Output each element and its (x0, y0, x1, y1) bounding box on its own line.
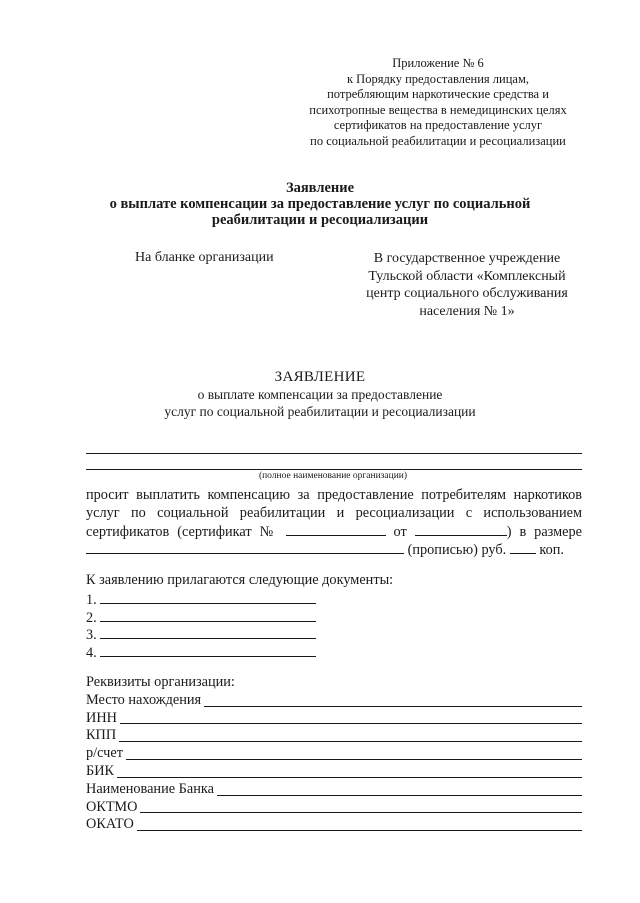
requisites-heading: Реквизиты организации: (86, 674, 235, 690)
requisite-row (86, 727, 582, 745)
attachment-number: 4. (86, 645, 97, 662)
attachment-number: 1. (86, 591, 97, 608)
attachment-number: 2. (86, 609, 97, 626)
appendix-line: по социальной реабилитации и ресоциализации (310, 133, 566, 148)
form-title-line: реабилитации и ресоциализации (211, 212, 429, 228)
requisite-label: КПП (86, 727, 117, 744)
requisite-row (86, 745, 582, 763)
addressee-line: центр социального обслуживания (366, 286, 568, 301)
request-text (86, 486, 582, 558)
requisite-row (86, 781, 582, 799)
appendix-line: психотропные вещества в немедицинских целях (309, 102, 567, 117)
request-text-part: коп. (539, 542, 564, 558)
attachment-input-line[interactable] (100, 608, 316, 622)
certificate-number-field[interactable] (286, 522, 386, 536)
request-text-part: сертификатов (сертификат № (86, 524, 278, 540)
application-heading-line: о выплате компенсации за предоставление (197, 387, 443, 402)
kopeck-field[interactable] (510, 540, 536, 554)
attachment-item (86, 625, 393, 643)
appendix-line: потребляющим наркотические средства и (327, 87, 549, 101)
requisite-label: Место нахождения (86, 691, 202, 708)
certificate-date-field[interactable] (415, 522, 507, 536)
requisite-label: ИНН (86, 709, 117, 726)
org-name-input-line[interactable] (86, 453, 582, 454)
appendix-line: Приложение № 6 (392, 56, 484, 70)
attachments-heading: К заявлению прилагаются следующие документы: (86, 572, 394, 588)
attachment-input-line[interactable] (100, 625, 316, 639)
amount-words-field[interactable] (86, 540, 404, 554)
application-heading-title: ЗАЯВЛЕНИЕ (274, 369, 366, 385)
requisite-row (86, 692, 582, 710)
requisite-row (86, 799, 582, 817)
request-text-part: от (393, 524, 407, 540)
requisite-label: Наименование Банка (86, 780, 214, 797)
requisite-label: р/счет (86, 745, 123, 762)
request-line: просит выплатить компенсацию за предоставление потребителям наркотиков (86, 487, 582, 503)
requisites-block (86, 674, 582, 834)
request-text-part: (прописью) руб. (407, 542, 507, 558)
addressee-line: населения № 1» (419, 303, 515, 319)
addressee-line: Тульской области «Комплексный (368, 268, 566, 284)
requisite-row (86, 763, 582, 781)
request-line: услуг по социальной реабилитации и ресоциализации с использованием (86, 505, 582, 521)
account-input-line[interactable] (126, 759, 582, 760)
form-title-line: Заявление (285, 180, 355, 196)
org-name-hint: (полное наименование организации) (258, 471, 408, 481)
attachment-item (86, 590, 393, 608)
addressee-line: В государственное учреждение (373, 251, 561, 266)
attachment-item (86, 643, 393, 661)
application-heading (0, 368, 640, 420)
request-line (86, 540, 582, 558)
attachment-input-line[interactable] (100, 590, 316, 604)
requisite-label: БИК (86, 762, 115, 779)
requisite-row (86, 710, 582, 728)
appendix-block (288, 56, 588, 149)
addressee-block (332, 250, 602, 320)
form-title (0, 180, 640, 228)
attachment-item (86, 608, 393, 626)
org-name-input-line[interactable] (86, 469, 582, 470)
requisite-row (86, 816, 582, 834)
application-heading-line: услуг по социальной реабилитации и ресоциализации (164, 404, 476, 419)
bank-name-input-line[interactable] (217, 795, 582, 796)
requisite-label: ОКАТО (86, 816, 134, 833)
bik-input-line[interactable] (117, 777, 582, 778)
letterhead-note: На бланке организации (135, 250, 274, 265)
attachment-number: 3. (86, 627, 97, 644)
address-input-line[interactable] (204, 706, 582, 707)
attachments-block (86, 572, 393, 661)
okato-input-line[interactable] (137, 830, 582, 831)
inn-input-line[interactable] (120, 723, 582, 724)
oktmo-input-line[interactable] (140, 812, 582, 813)
appendix-line: к Порядку предоставления лицам, (346, 71, 530, 86)
attachment-input-line[interactable] (100, 643, 316, 657)
kpp-input-line[interactable] (119, 741, 582, 742)
appendix-line: сертификатов на предоставление услуг (333, 118, 543, 132)
request-text-part: ) в размере (506, 524, 582, 540)
request-line (86, 522, 582, 540)
form-title-line: о выплате компенсации за предоставление услуг по социальной (109, 196, 531, 212)
requisite-label: ОКТМО (86, 798, 138, 815)
